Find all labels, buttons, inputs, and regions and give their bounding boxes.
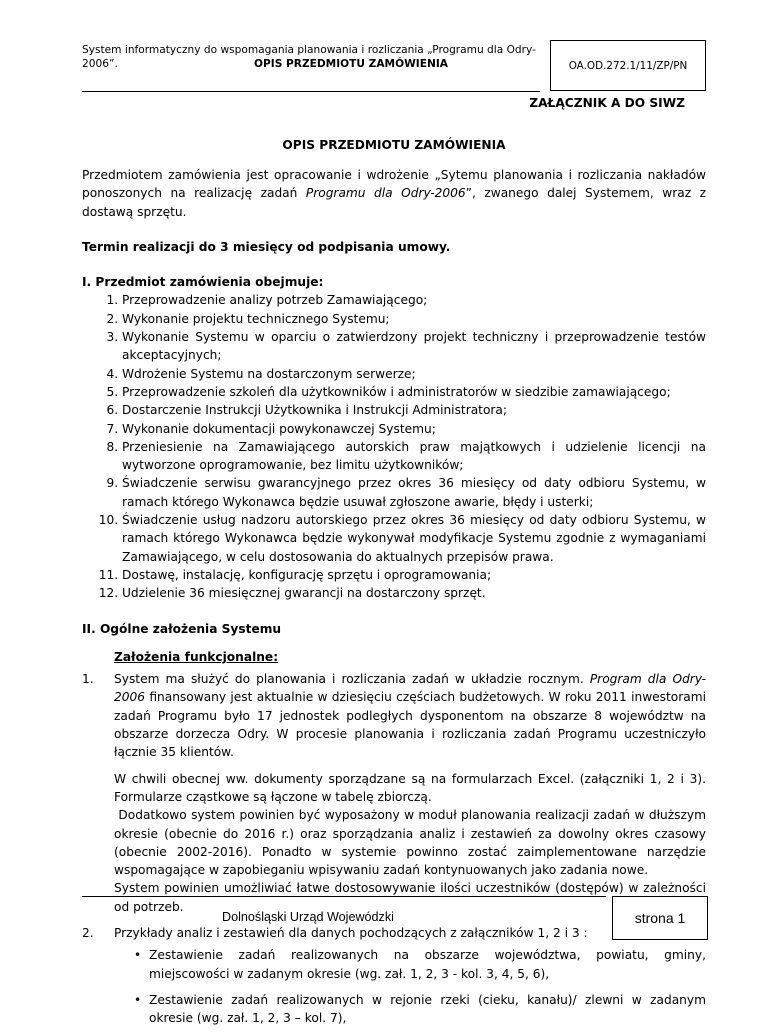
intro-text-1: Przedmiotem zamówienia jest opracowanie i wdrożenie „Sytemu planowania i rozliczania nakładów ponoszonych na realizację zadań <box>82 168 706 201</box>
list-item: 12. Udzielenie 36 miesięcznej gwarancji na dostarczony sprzęt. <box>122 584 706 602</box>
point-1-text-b: finansowany jest aktualnie w dziesięciu częściach budżetowych. W roku 2011 inwestorami zadań Programu było 17 jednostek podległych dysponentom na obszarze 8 województw na obszarze dorzecza Odry. W procesie planowania i rozliczania zadań Programu uczestniczyło łącznie 35 klientów. <box>114 690 706 760</box>
list-item: • Zestawienie zadań realizowanych w rejonie rzeki (cieku, kanału)/ zlewni w zadanym okresie (wg. zał. 1, 2, 3 – kol. 7), <box>149 991 706 1028</box>
list-item: 2. Wykonanie projektu technicznego Systemu; <box>122 310 706 328</box>
footer-divider <box>82 896 606 897</box>
list-item: 4. Wdrożenie Systemu na dostarczonym serwerze; <box>122 365 706 383</box>
footer-page-box <box>612 896 708 940</box>
point-1-paragraph-4: System powinien umożliwiać łatwe dostosowywanie ilości uczestników (dostępów) w zależności od potrzeb. <box>114 881 706 914</box>
header-title-line1: System informatyczny do wspomagania planowania i rozliczania „Programu dla Odry- <box>82 44 536 56</box>
header-ref-number: OA.OD.272.1/11/ZP/PN <box>568 59 688 72</box>
deadline: Termin realizacji do 3 miesięcy od podpisania umowy. <box>82 239 451 254</box>
point-1-italic: Program dla Odry-2006 <box>114 672 706 705</box>
section2-subheading: Założenia funkcjonalne: <box>114 649 279 664</box>
header-doc-title: OPIS PRZEDMIOTU ZAMÓWIENIA <box>254 58 448 70</box>
list-item: 7. Wykonanie dokumentacji powykonawczej Systemu; <box>122 420 706 438</box>
section1-list <box>82 291 706 602</box>
point-1-text-a: System ma służyć do planowania i rozliczania zadań w układzie rocznym. <box>114 672 590 687</box>
list-item: 6. Dostarczenie Instrukcji Użytkownika i Instrukcji Administratora; <box>122 401 706 419</box>
point-1-paragraph <box>114 670 706 761</box>
page-header <box>82 40 706 91</box>
footer-institution: Dolnośląski Urząd Wojewódzki <box>222 910 394 924</box>
point-1-number: 1. <box>82 672 94 687</box>
point-2-number: 2. <box>82 925 94 940</box>
page-number: strona 1 <box>634 910 686 926</box>
list-item: 9. Świadczenie serwisu gwarancyjnego przez okres 36 miesięcy od daty odbioru Systemu, w ramach którego Wykonawca będzie usuwał zgłoszone awarie, błędy i usterki; <box>122 474 706 511</box>
list-item: 11. Dostawę, instalację, konfigurację sprzętu i oprogramowania; <box>122 566 706 584</box>
list-item: 5. Przeprowadzenie szkoleń dla użytkowników i administratorów w siedzibie zamawiającego; <box>122 383 706 401</box>
header-ref-box <box>550 40 706 91</box>
point-1-paragraph-2: W chwili obecnej ww. dokumenty sporządzane są na formularzach Excel. (załączniki 1, 2 i 3). Formularze cząstkowe są łączone w tabelę zbiorczą. <box>114 771 706 804</box>
header-title-line2: 2006”. <box>82 58 118 70</box>
header-title <box>82 40 540 92</box>
section1-heading: I. Przedmiot zamówienia obejmuje: <box>82 275 324 290</box>
section2-heading: II. Ogólne założenia Systemu <box>82 621 282 636</box>
annex-label: ZAŁĄCZNIK A DO SIWZ <box>529 96 685 110</box>
point-2-bullets <box>114 946 706 1027</box>
intro-italic: Programu dla Odry-2006 <box>305 186 466 201</box>
list-item: 8. Przeniesienie na Zamawiającego autorskich praw majątkowych i udzielenie licencji na wytworzone oprogramowanie, bez limitu użytkowników; <box>122 438 706 475</box>
document-title: OPIS PRZEDMIOTU ZAMÓWIENIA <box>282 138 506 152</box>
list-item: 3. Wykonanie Systemu w oparciu o zatwierdzony projekt techniczny i przeprowadzenie testów akceptacyjnych; <box>122 328 706 365</box>
point-2-text: Przykłady analiz i zestawień dla danych pochodzących z załączników 1, 2 i 3 : <box>114 925 588 940</box>
list-item: • Zestawienie zadań realizowanych na obszarze województwa, powiatu, gminy, miejscowości w zadanym okresie (wg. zał. 1, 2, 3 - kol. 3, 4, 5, 6), <box>149 946 706 983</box>
point-1-paragraph-3: Dodatkowo system powinien być wyposażony w moduł planowania realizacji zadań w dłuższym okresie (obecnie do 2016 r.) oraz sporządzania analiz i zestawień za dowolny okres czasowy (obecnie 2002-2016). Ponadto w systemie powinno zostać zaimplementowane narzędzie wspomagające w zapobieganiu wpisywaniu zadań kontynuowanych jako zadania nowe. <box>114 808 710 878</box>
list-item: 1. Przeprowadzenie analizy potrzeb Zamawiającego; <box>122 291 706 309</box>
intro-paragraph <box>82 166 706 221</box>
intro-text-2: ”, zwanego dalej Systemem, wraz z dostawą sprzętu. <box>82 186 707 219</box>
point-1 <box>82 670 710 916</box>
page-footer <box>82 896 706 952</box>
list-item: 10. Świadczenie usług nadzoru autorskiego przez okres 36 miesięcy od daty odbioru Systemu, w ramach którego Wykonawca będzie wykonywał modyfikacje Systemu zgodnie z wymaganiami Zamawiającego, w celu dostosowania do aktualnych przepisów prawa. <box>122 511 706 566</box>
